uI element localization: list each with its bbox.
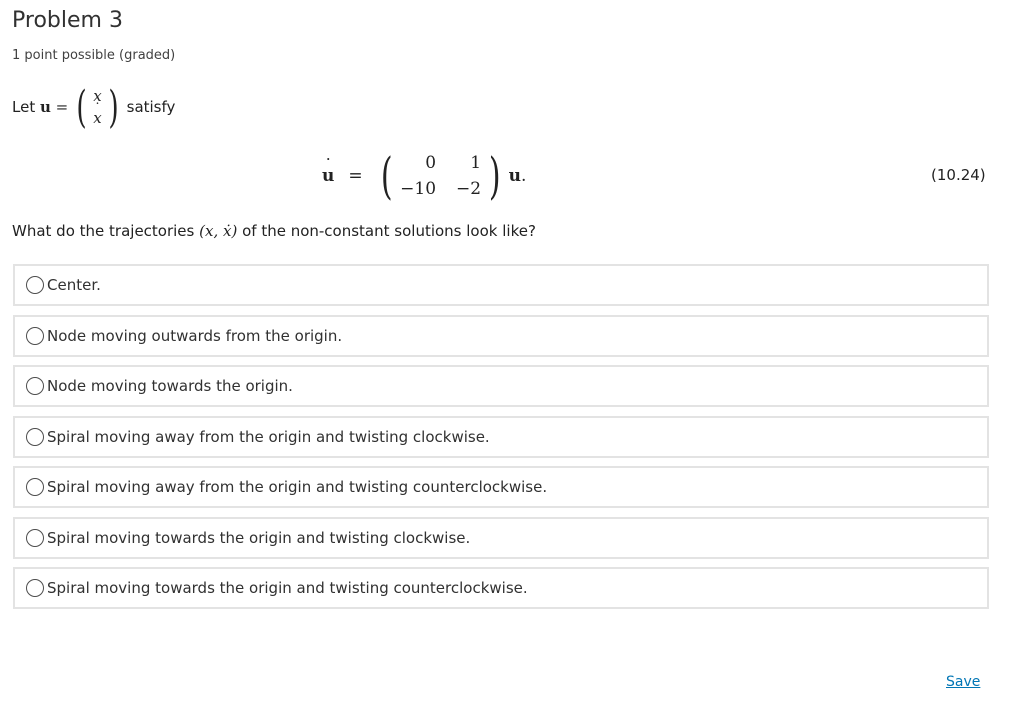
choice-label: Center.: [47, 276, 101, 294]
choice-option[interactable]: [13, 365, 989, 407]
right-paren: ): [108, 81, 119, 133]
intro-prefix: Let: [12, 98, 36, 116]
choice-option[interactable]: [13, 416, 989, 458]
radio-button[interactable]: [26, 276, 44, 294]
choice-option[interactable]: [13, 466, 989, 508]
question-math: (x, ẋ): [199, 222, 238, 240]
choice-label: Spiral moving towards the origin and twisting clockwise.: [47, 529, 471, 547]
choice-label: Node moving towards the origin.: [47, 377, 293, 395]
problem-title: Problem 3: [12, 8, 123, 33]
choice-label: Spiral moving away from the origin and twisting counterclockwise.: [47, 478, 548, 496]
choice-option[interactable]: [13, 315, 989, 357]
choice-option[interactable]: [13, 567, 989, 609]
intro-suffix: satisfy: [126, 98, 176, 116]
choice-label: Spiral moving away from the origin and twisting clockwise.: [47, 428, 490, 446]
matrix-left-paren: (: [380, 147, 393, 205]
choice-label: Spiral moving towards the origin and twisting counterclockwise.: [47, 579, 528, 597]
radio-button[interactable]: [26, 428, 44, 446]
equation-equals: =: [348, 166, 363, 186]
intro-equals: =: [55, 98, 69, 116]
matrix-cell: −10: [400, 179, 437, 199]
radio-button[interactable]: [26, 478, 44, 496]
question-text: [12, 222, 536, 240]
points-possible: 1 point possible (graded): [12, 48, 176, 63]
left-paren: (: [76, 81, 87, 133]
question-suffix: of the non-constant solutions look like?: [242, 222, 536, 240]
radio-button[interactable]: [26, 579, 44, 597]
equation-period: .: [520, 166, 527, 186]
matrix-right-paren: ): [488, 147, 501, 205]
problem-intro: [12, 82, 175, 132]
question-prefix: What do the trajectories: [12, 222, 195, 240]
equation-lhs: ˙ u: [322, 166, 334, 186]
choice-option[interactable]: [13, 264, 989, 306]
matrix-cell: −2: [456, 179, 482, 199]
equation-rhs: u: [508, 166, 521, 186]
choice-label: Node moving outwards from the origin.: [47, 327, 343, 345]
matrix-cell: 1: [470, 153, 482, 173]
matrix: [396, 150, 485, 202]
intro-vector-u: u: [39, 98, 51, 116]
radio-button[interactable]: [26, 327, 44, 345]
vector-entry-xdot: ˙ x: [93, 107, 101, 129]
radio-button[interactable]: [26, 377, 44, 395]
equation: [322, 148, 526, 204]
vector-entry-x: x: [93, 87, 102, 105]
matrix-cell: 0: [425, 153, 437, 173]
column-vector: [90, 85, 104, 129]
equation-number: (10.24): [931, 166, 986, 184]
choice-option[interactable]: [13, 517, 989, 559]
save-button[interactable]: Save: [946, 674, 981, 690]
radio-button[interactable]: [26, 529, 44, 547]
